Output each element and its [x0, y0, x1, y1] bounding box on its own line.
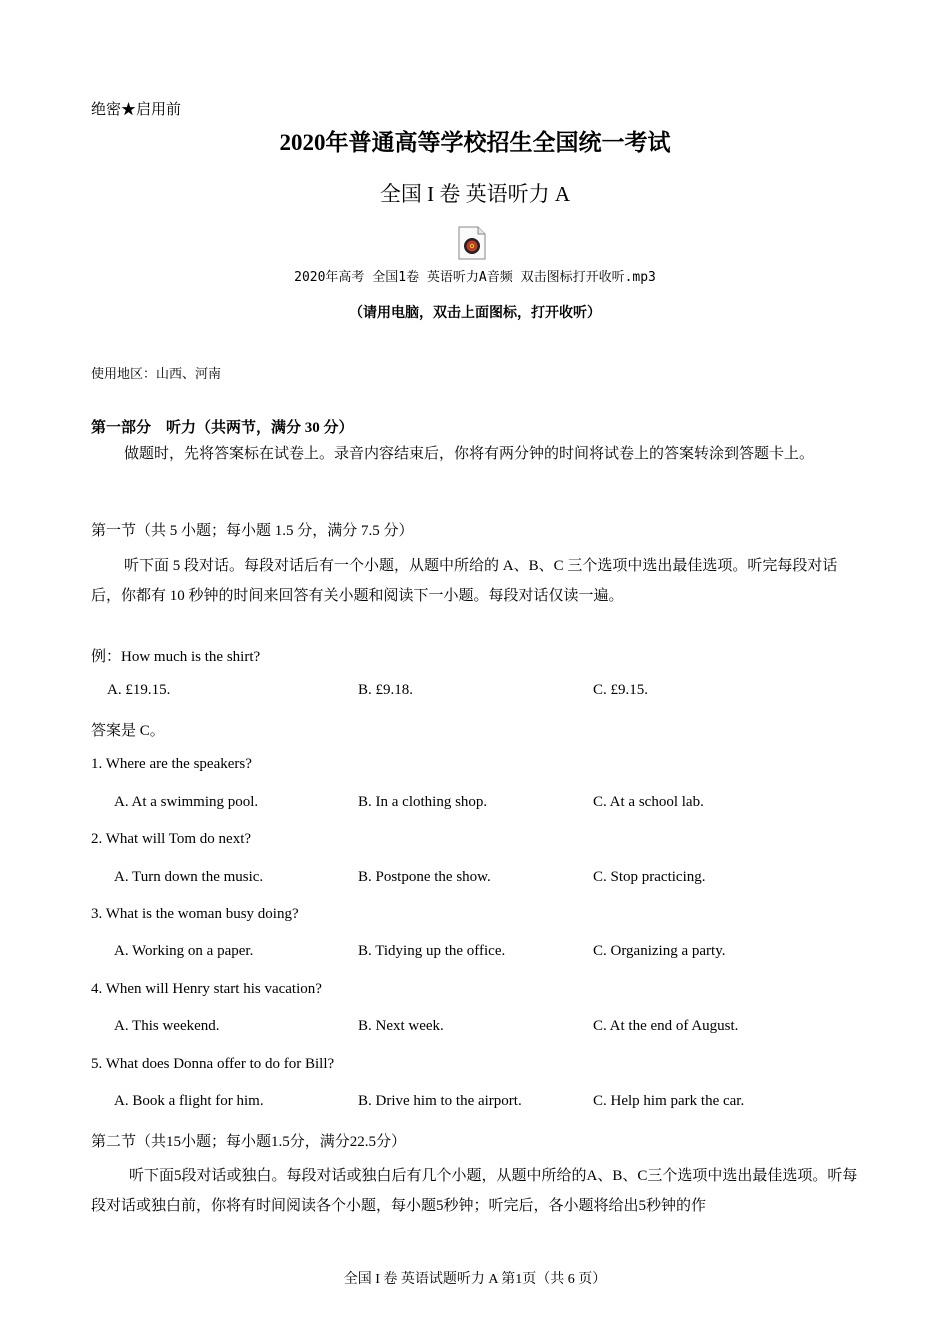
part1-heading: 第一部分 听力（共两节，满分 30 分） [91, 420, 354, 436]
part1-instructions: 做题时，先将答案标在试卷上。录音内容结束后，你将有两分钟的时间将试卷上的答案转涂到答题卡上。 [124, 446, 815, 462]
question-5-option-a: A. Book a flight for him. [114, 1093, 264, 1109]
usage-region: 使用地区：山西、河南 [91, 366, 222, 381]
example-answer: 答案是 C。 [91, 723, 165, 739]
confidential-label: 绝密★启用前 [91, 102, 182, 118]
audio-file-icon[interactable] [458, 226, 486, 260]
section1-heading: 第一节（共 5 小题；每小题 1.5 分，满分 7.5 分） [91, 523, 414, 539]
section1-instructions: 听下面 5 段对话。每段对话后有一个小题，从题中所给的 A、B、C 三个选项中选出最佳选项。听完每段对话后，你都有 10 秒钟的时间来回答有关小题和阅读下一小题。每段对话仅读一遍。 [91, 558, 838, 604]
question-5-option-c: C. Help him park the car. [593, 1093, 745, 1109]
question-2-option-c: C. Stop practicing. [593, 869, 706, 885]
page-footer: 全国 I 卷 英语试题听力 A 第1页（共 6 页） [343, 1272, 607, 1287]
question-1-option-a: A. At a swimming pool. [114, 794, 259, 810]
question-5-option-b: B. Drive him to the airport. [358, 1093, 522, 1109]
question-4-option-c: C. At the end of August. [593, 1018, 739, 1034]
example-option-a: A. £19.15. [107, 682, 171, 698]
question-4: 4. When will Henry start his vacation? [91, 981, 322, 997]
audio-file-name[interactable]: 2020年高考 全国1卷 英语听力A音频 双击图标打开收听.mp3 [294, 270, 656, 285]
audio-note: （请用电脑，双击上面图标，打开收听） [349, 305, 601, 321]
question-4-option-b: B. Next week. [358, 1018, 444, 1034]
question-2-option-b: B. Postpone the show. [358, 869, 491, 885]
question-3: 3. What is the woman busy doing? [91, 906, 299, 922]
question-3-option-a: A. Working on a paper. [114, 943, 254, 959]
question-3-option-c: C. Organizing a party. [593, 943, 726, 959]
question-2-option-a: A. Turn down the music. [114, 869, 264, 885]
question-1-option-c: C. At a school lab. [593, 794, 704, 810]
question-5: 5. What does Donna offer to do for Bill? [91, 1056, 335, 1072]
example-option-c: C. £9.15. [593, 682, 649, 698]
section2-heading: 第二节（共15小题；每小题1.5分，满分22.5分） [91, 1134, 407, 1150]
example-question: 例：How much is the shirt? [91, 649, 261, 665]
question-3-option-b: B. Tidying up the office. [358, 943, 506, 959]
section2-instructions: 听下面5段对话或独白。每段对话或独白后有几个小题，从题中所给的A、B、C三个选项中选出最佳选项。听每段对话或独白前，你将有时间阅读各个小题，每小题5秒钟；听完后，各小题将给出5秒钟的作 [91, 1168, 858, 1214]
question-1: 1. Where are the speakers? [91, 756, 252, 772]
example-option-b: B. £9.18. [358, 682, 414, 698]
question-1-option-b: B. In a clothing shop. [358, 794, 488, 810]
question-4-option-a: A. This weekend. [114, 1018, 220, 1034]
exam-title: 2020年普通高等学校招生全国统一考试 [279, 130, 671, 155]
question-2: 2. What will Tom do next? [91, 831, 252, 847]
exam-subtitle: 全国 I 卷 英语听力 A [379, 182, 571, 206]
